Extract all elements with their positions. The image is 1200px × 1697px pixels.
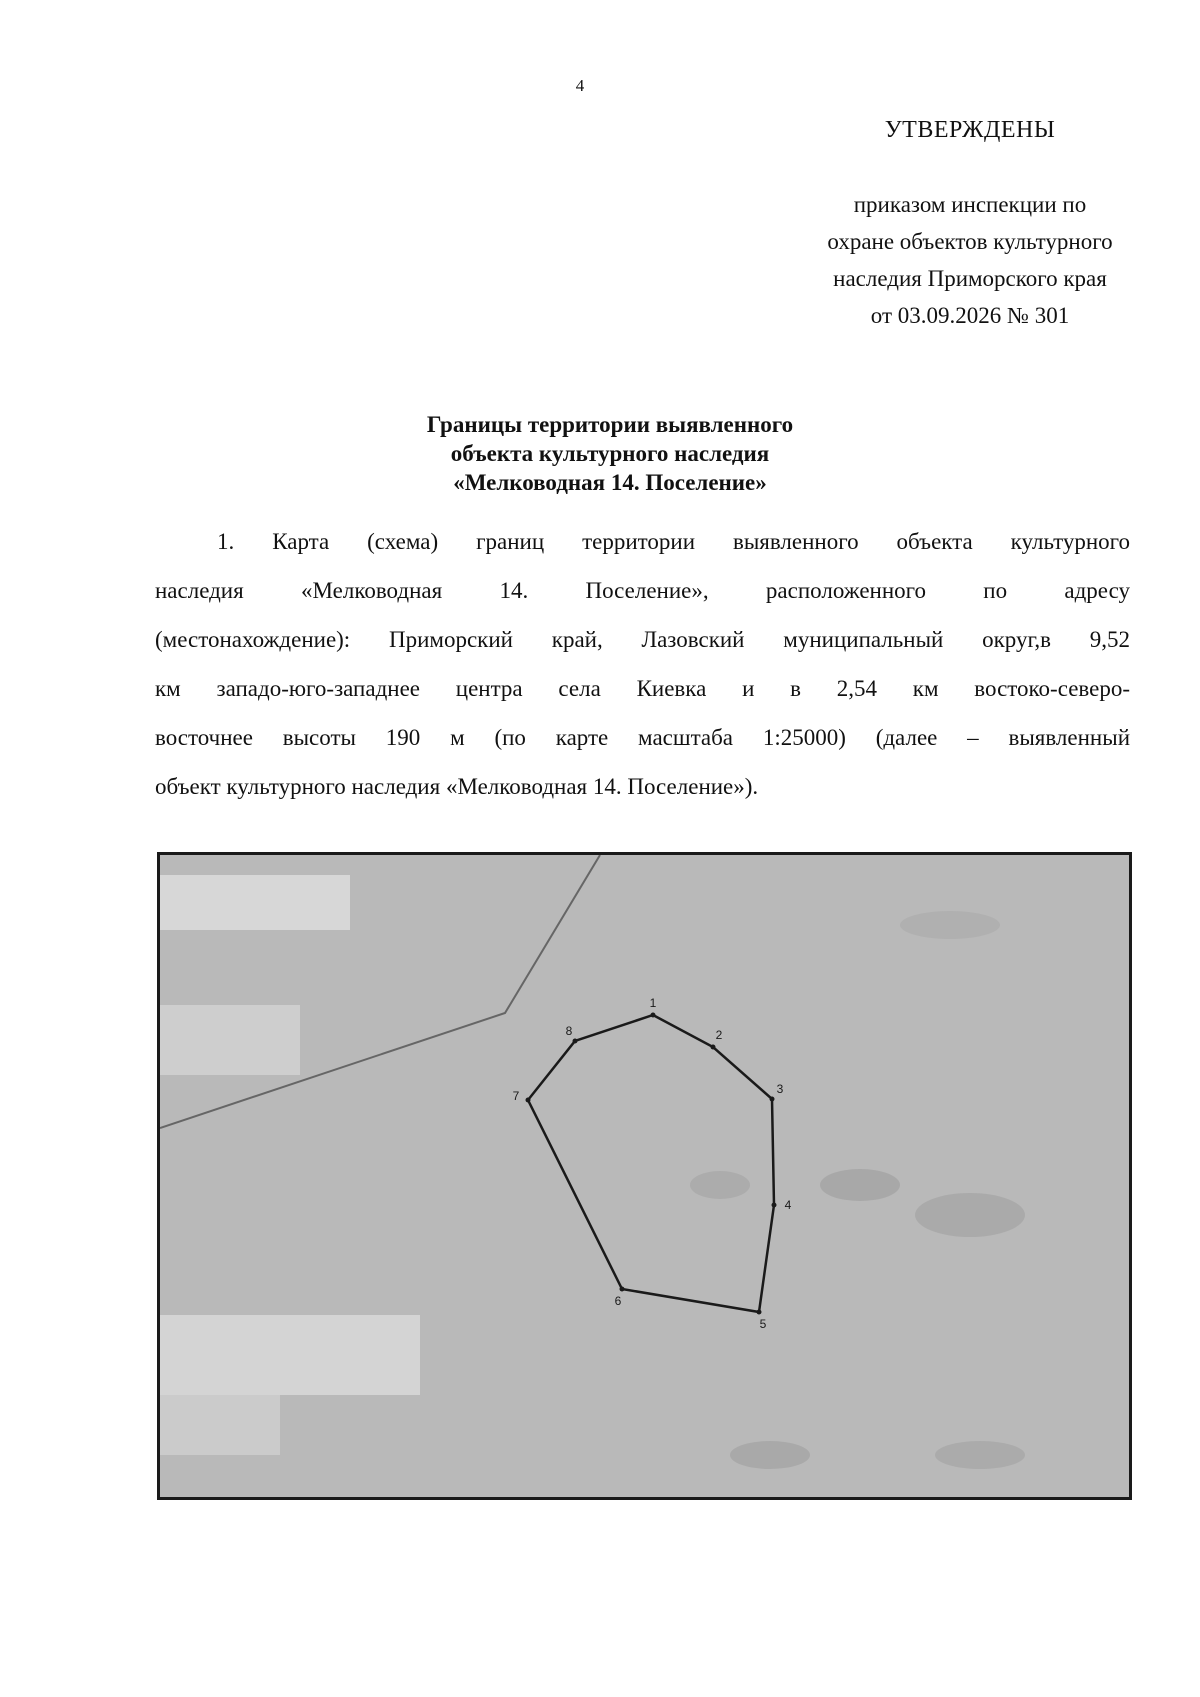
title-line: объекта культурного наследия: [450, 441, 770, 466]
boundary-map: [157, 852, 1132, 1500]
paragraph-line: наследия «Мелководная 14. Поселение», расположенного по адресу: [155, 578, 1130, 603]
boundary-vertex: [770, 1097, 775, 1102]
vertex-label: 8: [565, 1024, 573, 1038]
vertex-label: 1: [649, 996, 657, 1010]
vertex-label: 3: [776, 1082, 784, 1096]
approval-block: [780, 186, 1160, 334]
approval-line: охране объектов культурного: [827, 229, 1113, 254]
title-line: «Мелководная 14. Поселение»: [453, 470, 767, 495]
description-paragraph: [155, 522, 1130, 816]
boundary-vertex: [526, 1098, 531, 1103]
approval-line: наследия Приморского края: [833, 266, 1107, 291]
boundary-vertex: [573, 1039, 578, 1044]
vertex-label: 5: [759, 1317, 767, 1331]
territory-boundary: [528, 1015, 774, 1312]
approval-line: от 03.09.2026 № 301: [870, 303, 1070, 328]
paragraph-line: восточнее высоты 190 м (по карте масштаба 1:25000) (далее – выявленный: [155, 725, 1130, 750]
paragraph-line: 1. Карта (схема) границ территории выявленного объекта культурного: [217, 529, 1130, 554]
boundary-vertex: [757, 1310, 762, 1315]
paragraph-line: (местонахождение): Приморский край, Лазовский муниципальный округ,в 9,52: [155, 627, 1130, 652]
title-line: Границы территории выявленного: [426, 412, 794, 437]
boundary-vertex: [651, 1013, 656, 1018]
boundary-vertex: [620, 1287, 625, 1292]
vertex-label: 4: [784, 1198, 792, 1212]
boundary-vertex: [711, 1045, 716, 1050]
vertex-label: 2: [715, 1028, 723, 1042]
map-texture: [160, 875, 1025, 1469]
paragraph-line: объект культурного наследия «Мелководная 14. Поселение»).: [155, 774, 759, 799]
vertex-label: 6: [614, 1294, 622, 1308]
page-number: 4: [575, 76, 585, 95]
boundary-vertex: [772, 1203, 777, 1208]
map-canvas: [160, 855, 1129, 1497]
boundary-vertices: [513, 996, 792, 1331]
approval-title: УТВЕРЖДЕНЫ: [884, 117, 1056, 143]
vertex-label: 7: [512, 1089, 520, 1103]
paragraph-line: км западо-юго-западнее центра села Киевка и в 2,54 км востоко-северо-: [155, 676, 1130, 701]
document-title: [300, 410, 920, 497]
approval-line: приказом инспекции по: [853, 192, 1087, 217]
